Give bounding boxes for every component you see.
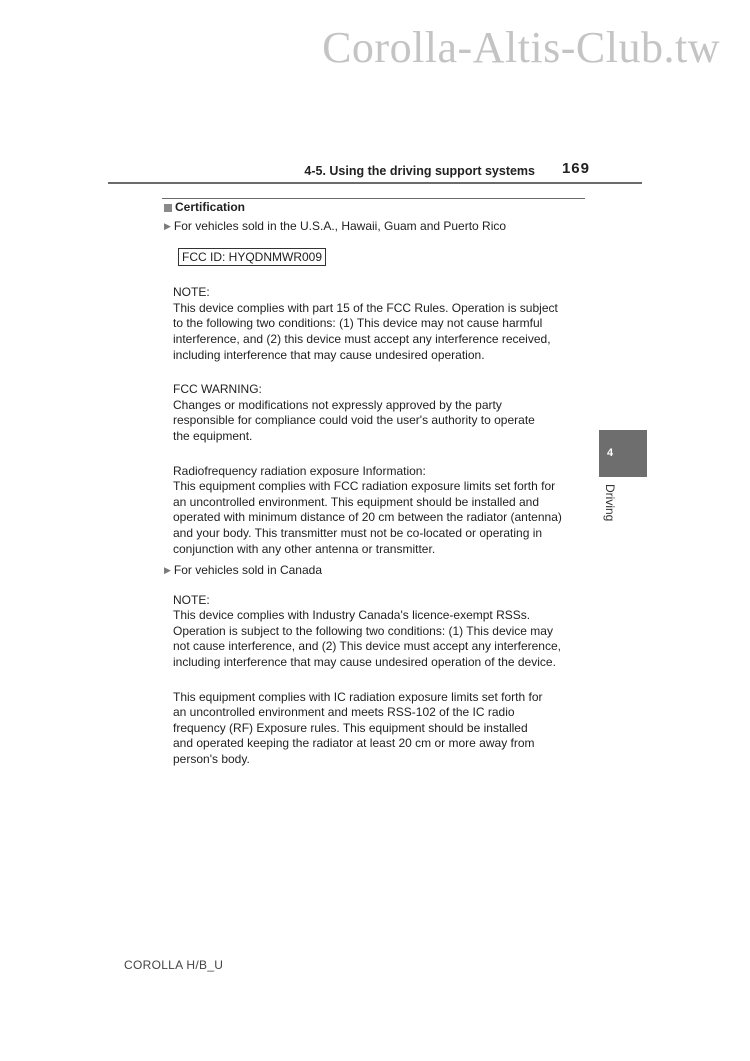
usa-subheading — [164, 219, 594, 235]
canada-subheading — [164, 563, 594, 579]
certification-heading-text: Certification — [175, 200, 246, 214]
canada-subheading-text: For vehicles sold in Canada — [173, 563, 322, 578]
square-bullet-icon — [164, 204, 172, 212]
fcc-id-box: FCC ID: HYQDNMWR009 — [178, 248, 326, 266]
ic-exposure-body: This equipment complies with IC radiation exposure limits set forth for an uncontrolled environment and meets RSS-102 of the IC radio frequency (RF) Exposure rules. This equipment should be installed and operated keeping the radiator at least 20 cm or more away from person's body. — [173, 689, 543, 767]
usa-note-title: NOTE: — [173, 285, 210, 300]
fcc-warning-title: FCC WARNING: — [173, 382, 262, 397]
chapter-tab — [599, 430, 647, 477]
triangle-bullet-icon: ▶ — [164, 220, 171, 231]
usa-subheading-text: For vehicles sold in the U.S.A., Hawaii, Guam and Puerto Rico — [173, 218, 507, 233]
page-header — [0, 160, 642, 182]
footer-model-code: COROLLA H/B_U — [124, 958, 224, 972]
chapter-number: 4 — [607, 447, 614, 459]
content-rule — [162, 198, 585, 199]
page-number: 169 — [561, 160, 590, 177]
section-title: 4-5. Using the driving support systems — [304, 164, 535, 178]
rf-exposure-body: This equipment complies with FCC radiation exposure limits set forth for an uncontrolled environment. This equipment should be installed and operated with minimum distance of 20 cm between the radiator (antenna) and your body. This transmitter must not be co-located or operating in conjunction with any other antenna or transmitter. — [173, 479, 562, 556]
usa-note-body: This device complies with part 15 of the FCC Rules. Operation is subject to the following two conditions: (1) This device may not cause harmful interference, and (2) this device must accept any interference received, including interference that may cause undesired operation. — [173, 300, 558, 362]
canada-note-body: This device complies with Industry Canada's licence-exempt RSSs. Operation is subject to the following two conditions: (1) This device may not cause interference, and (2) This device must accept any interference, including interference that may cause undesired operation of the device. — [173, 608, 561, 670]
rf-exposure-title: Radiofrequency radiation exposure Information: — [173, 463, 426, 478]
header-rule — [108, 182, 642, 184]
usa-notices — [173, 285, 594, 557]
certification-section — [164, 200, 594, 768]
certification-heading — [164, 200, 594, 216]
canada-note-title: NOTE: — [173, 592, 210, 607]
watermark: Corolla-Altis-Club.tw — [322, 23, 720, 72]
chapter-label: Driving — [603, 484, 617, 522]
fcc-warning-body: Changes or modifications not expressly approved by the party responsible for compliance could void the user's authority to operate the equipment. — [173, 397, 535, 443]
canada-notices — [173, 593, 594, 768]
triangle-bullet-icon: ▶ — [164, 565, 171, 576]
